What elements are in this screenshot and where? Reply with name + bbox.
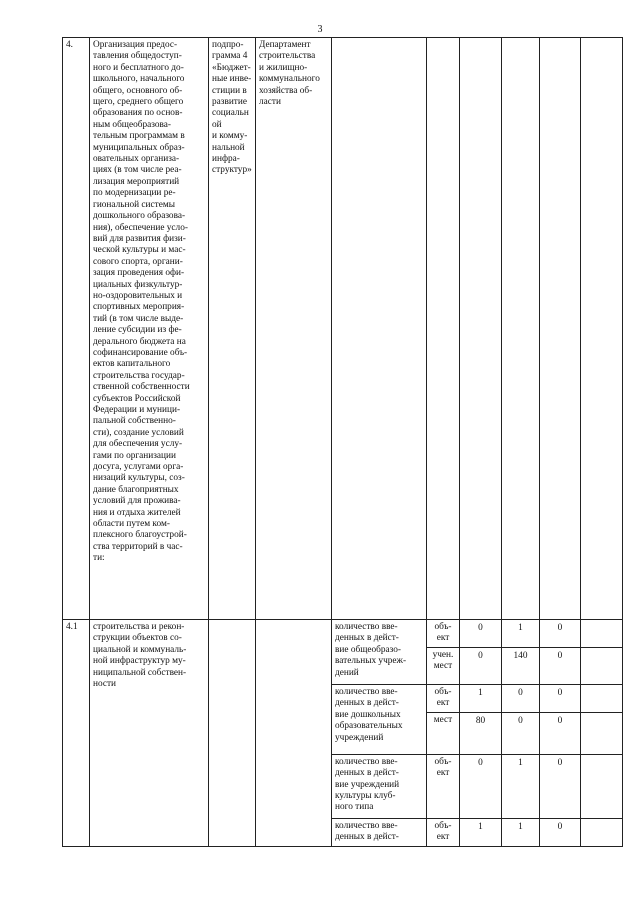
executor-name: Департамент строительства и жилищно- коммунального хозяйства об- ласти <box>256 38 332 620</box>
row-number: 4. <box>63 38 90 620</box>
value-year-3: 0 <box>540 648 581 685</box>
empty-cell <box>581 754 623 818</box>
value-year-3: 0 <box>540 712 581 754</box>
indicator-cell <box>332 38 427 620</box>
row-number: 4.1 <box>63 620 90 847</box>
unit-label: объ- ект <box>427 754 460 818</box>
value-year-1: 1 <box>460 685 502 713</box>
value-year-1: 0 <box>460 754 502 818</box>
program-table <box>62 37 623 847</box>
value-year-1: 0 <box>460 620 502 648</box>
value-cell <box>502 38 540 620</box>
measure-name: строительства и рекон- струкции объектов со- циальной и коммуналь- ной инфраструктур му- ниципальной собствен- ности <box>90 620 209 847</box>
indicator-label: количество вве- денных в дейст- вие общеобразо- вательных учреж- дений <box>332 620 427 685</box>
value-year-2: 0 <box>502 712 540 754</box>
page-number: 3 <box>317 24 323 35</box>
indicator-label: количество вве- денных в дейст- вие учреждений культуры клуб- ного типа <box>332 754 427 818</box>
unit-label: объ- ект <box>427 620 460 648</box>
table-row-4-1 <box>63 620 623 648</box>
value-year-3: 0 <box>540 818 581 846</box>
program-name <box>209 620 256 847</box>
indicator-label: количество вве- денных в дейст- вие дошкольных образовательных учреждений <box>332 685 427 755</box>
value-year-2: 1 <box>502 818 540 846</box>
program-name: подпро- грамма 4 «Бюджет- ные инве- стиции в развитие социальной и комму- нальной инфра- структур» <box>209 38 256 620</box>
unit-cell <box>427 38 460 620</box>
value-cell <box>581 38 623 620</box>
value-year-3: 0 <box>540 754 581 818</box>
value-year-3: 0 <box>540 620 581 648</box>
value-year-1: 1 <box>460 818 502 846</box>
empty-cell <box>581 648 623 685</box>
unit-label: учен. мест <box>427 648 460 685</box>
measure-name: Организация предос- тавления общедоступ- ного и бесплатного до- школьного, начального общего, основного об- щего, среднего общего образования по основ- ным общеобразова- тельным программам в муниципальных образ- овательных организа- циях (в том числе реа- лизация мероприятий по модернизации ре- гиональной системы дошкольного образова- ния), обеспечение усло- вий для развития физи- ческой культуры и мас- сового спорта, органи- зация проведения офи- циальных физкультур- но-оздоровительных и спортивных мероприя- тий (в том числе выде- ление субсидии из фе- дерального бюджета на софинансирование объ- ектов капитального строительства государ- ственной собственности субъектов Российской Федерации и муници- пальной собственно- сти), создание условий для обеспечения услу- гами по организации досуга, услугами орга- низаций культуры, соз- дание благоприятных условий для прожива- ния и отдыха жителей области путем ком- плексного благоустрой- ства территорий в час- ти: <box>90 38 209 620</box>
value-year-2: 0 <box>502 685 540 713</box>
empty-cell <box>581 712 623 754</box>
value-cell <box>540 38 581 620</box>
unit-label: мест <box>427 712 460 754</box>
empty-cell <box>581 620 623 648</box>
value-year-3: 0 <box>540 685 581 713</box>
value-year-2: 1 <box>502 620 540 648</box>
executor-name <box>256 620 332 847</box>
value-year-2: 1 <box>502 754 540 818</box>
value-cell <box>460 38 502 620</box>
unit-label: объ- ект <box>427 818 460 846</box>
unit-label: объ- ект <box>427 685 460 713</box>
empty-cell <box>581 818 623 846</box>
indicator-label: количество вве- денных в дейст- <box>332 818 427 846</box>
value-year-2: 140 <box>502 648 540 685</box>
value-year-1: 80 <box>460 712 502 754</box>
empty-cell <box>581 685 623 713</box>
value-year-1: 0 <box>460 648 502 685</box>
table-row-4 <box>63 38 623 620</box>
